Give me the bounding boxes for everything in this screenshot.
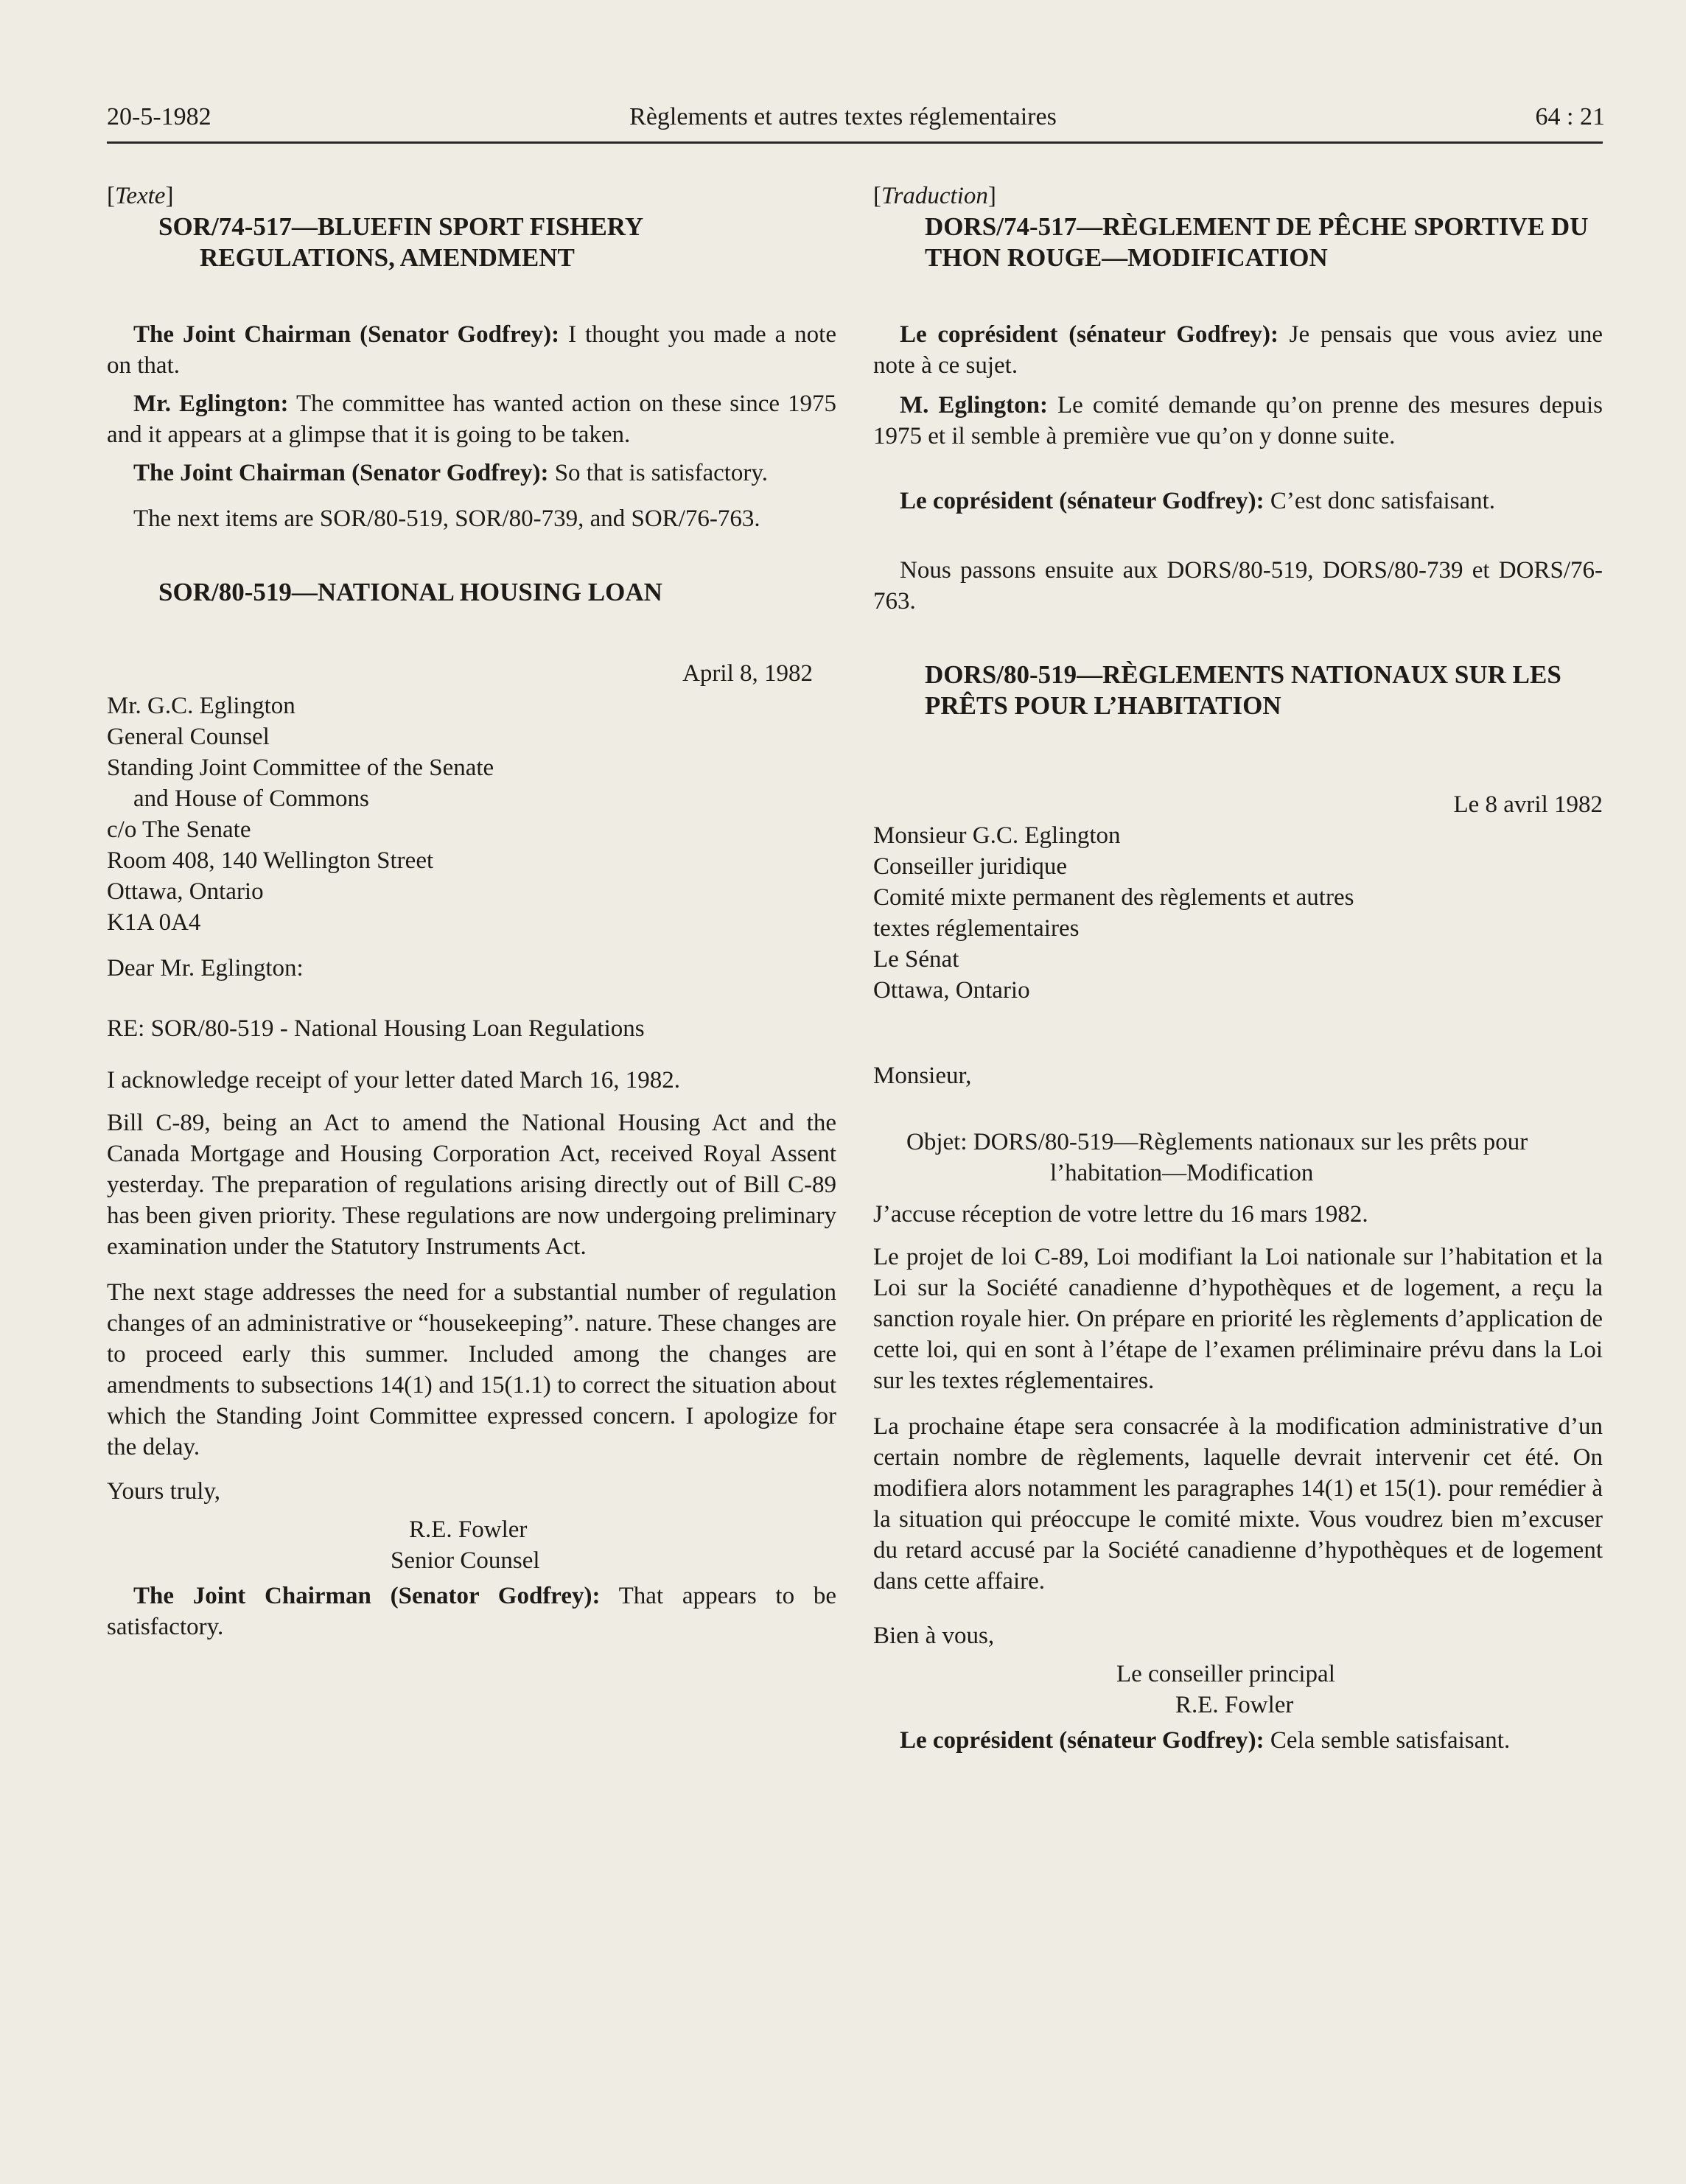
address-line: Comité mixte permanent des règlements et autres (873, 884, 1354, 911)
salutation: Dear Mr. Eglington: (107, 955, 304, 981)
header-title: Règlements et autres textes réglementaires (629, 103, 1057, 130)
section-heading-1: DORS/74-517—RÈGLEMENT DE PÊCHE SPORTIVE DU THON ROUGE—MODIFICATION (925, 212, 1589, 272)
address-line: c/o The Senate (107, 816, 251, 843)
english-column (107, 181, 836, 1642)
header-rule (107, 141, 1603, 144)
letter-address (873, 820, 1603, 1006)
paragraph: The next items are SOR/80-519, SOR/80-739, and SOR/76-763. (133, 505, 760, 532)
section-heading-1: SOR/74-517—BLUEFIN SPORT FISHERY REGULATIONS, AMENDMENT (158, 212, 643, 272)
signature-title: Senior Counsel (391, 1547, 540, 1574)
text-tag: [Texte] (107, 183, 174, 209)
letter-subject: Objet: DORS/80-519—Règlements nationaux sur les prêts pour l’habitation—Modification (906, 1129, 1528, 1186)
address-line: and House of Commons (133, 785, 369, 812)
letter-date: April 8, 1982 (682, 660, 813, 687)
letter-paragraph: Le projet de loi C-89, Loi modifiant la Loi nationale sur l’habitation et la Loi sur la Société canadienne d’hypothèques et de logement, a reçu la sanction royale hier. On prépare en priorité les règlements d’application de cette loi, qui en sont à l’étape de l’examen préliminaire prévu dans la Loi sur les textes réglementaires. (873, 1244, 1603, 1394)
paragraph: Mr. Eglington: The committee has wanted action on these since 1975 and it appears at a glimpse that it is going to be taken. (107, 391, 837, 448)
paragraph: The Joint Chairman (Senator Godfrey): I thought you made a note on that. (107, 321, 836, 379)
letter-paragraph: The next stage addresses the need for a substantial number of regulation changes of an administrative or “housekeeping”. nature. These changes are to proceed early this summer. Included among the changes are amendments to subsections 14(1) and 15(1.1) to correct the situation about which the Standing Joint Committee expressed concern. I apologize for the delay. (107, 1279, 836, 1460)
paragraph: Le coprésident (sénateur Godfrey): C’est donc satisfaisant. (900, 488, 1496, 514)
letter-closing: Bien à vous, (873, 1623, 995, 1649)
signature-title: Le conseiller principal (1116, 1661, 1335, 1687)
letter-address (107, 690, 836, 938)
letter-paragraph: La prochaine étape sera consacrée à la modification administrative d’un certain nombre de règlements, laquelle devrait intervenir cet été. On modifiera alors notamment les paragraphes 14(1) et 15(1). pour remédier à la situation qui préoccupe le comité mixte. Vous voudrez bien m’excuser du retard accusé par la Société canadienne d’hypothèques et de logement dans cette affaire. (873, 1413, 1603, 1595)
letter-paragraph: J’accuse réception de votre lettre du 16 mars 1982. (873, 1201, 1368, 1228)
section-heading-2: DORS/80-519—RÈGLEMENTS NATIONAUX SUR LES PRÊTS POUR L’HABITATION (925, 660, 1561, 720)
salutation: Monsieur, (873, 1063, 972, 1089)
letter-subject: RE: SOR/80-519 - National Housing Loan Regulations (107, 1015, 645, 1042)
french-column (873, 181, 1603, 1756)
address-line: Ottawa, Ontario (873, 977, 1030, 1004)
paragraph: The Joint Chairman (Senator Godfrey): So that is satisfactory. (133, 460, 769, 486)
address-line: textes réglementaires (873, 915, 1080, 942)
letter-closing: Yours truly, (107, 1478, 221, 1505)
header-page-number: 64 : 21 (1535, 103, 1605, 130)
address-line: Le Sénat (873, 946, 959, 973)
address-line: Room 408, 140 Wellington Street (107, 847, 434, 874)
section-heading-2: SOR/80-519—NATIONAL HOUSING LOAN (158, 578, 662, 606)
header-date: 20-5-1982 (107, 103, 211, 130)
paragraph: Le coprésident (sénateur Godfrey): Cela semble satisfaisant. (900, 1727, 1511, 1754)
letter-date: Le 8 avril 1982 (1453, 791, 1603, 818)
address-line: Monsieur G.C. Eglington (873, 822, 1121, 849)
address-line: K1A 0A4 (107, 909, 201, 936)
signature-name: R.E. Fowler (409, 1516, 528, 1543)
address-line: Mr. G.C. Eglington (107, 693, 295, 719)
paragraph: M. Eglington: Le comité demande qu’on prenne des mesures depuis 1975 et il semble à première vue qu’on y donne suite. (873, 392, 1603, 449)
address-line: Ottawa, Ontario (107, 878, 264, 905)
letter-paragraph: Bill C-89, being an Act to amend the National Housing Act and the Canada Mortgage and Housing Corporation Act, received Royal Assent yesterday. The preparation of regulations arising directly out of Bill C-89 has been given priority. These regulations are now undergoing preliminary examination under the Statutory Instruments Act. (107, 1110, 836, 1260)
signature-name: R.E. Fowler (1175, 1692, 1294, 1718)
paragraph: Nous passons ensuite aux DORS/80-519, DORS/80-739 et DORS/76-763. (873, 557, 1603, 615)
address-line: General Counsel (107, 724, 270, 750)
paragraph: The Joint Chairman (Senator Godfrey): That appears to be satisfactory. (107, 1583, 836, 1640)
paragraph: Le coprésident (sénateur Godfrey): Je pensais que vous aviez une note à ce sujet. (873, 321, 1603, 379)
address-line: Conseiller juridique (873, 853, 1068, 880)
translation-tag: [Traduction] (873, 183, 996, 209)
address-line: Standing Joint Committee of the Senate (107, 755, 494, 781)
letter-paragraph: I acknowledge receipt of your letter dated March 16, 1982. (107, 1067, 680, 1093)
